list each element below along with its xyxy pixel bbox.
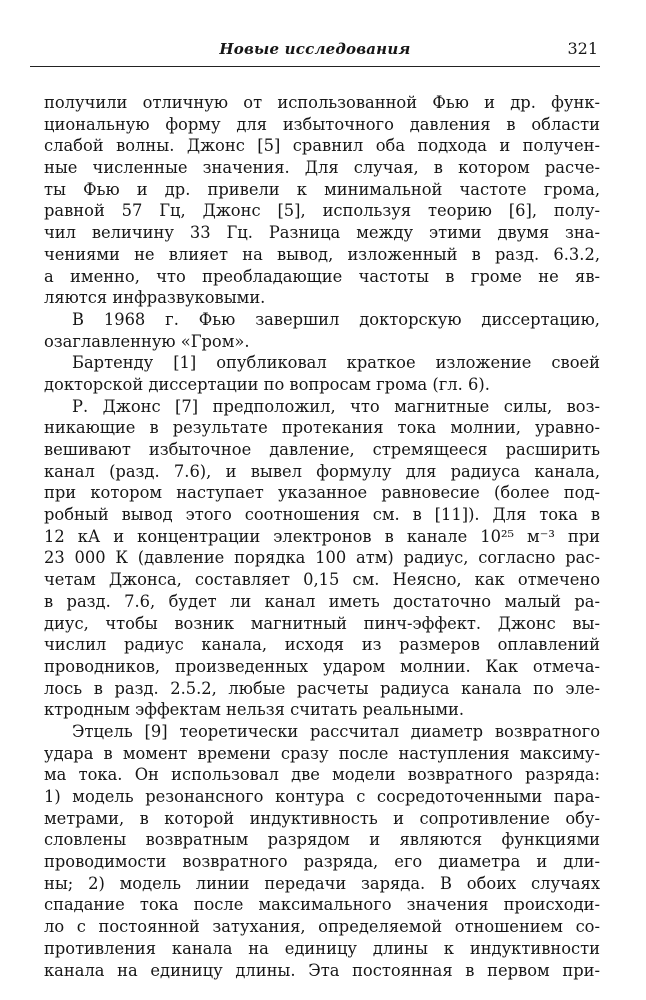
text-line: вешивают избыточное давление, стремящееся расширить (44, 440, 600, 459)
text-line: слабой волны. Джонс [5] сравнил оба подхода и получен- (44, 136, 600, 156)
text-line: чил величину 33 Гц. Разница между этими двумя зна- (44, 223, 600, 243)
text-line: чениями не влияет на вывод, изложенный в разд. 6.3.2, (44, 244, 600, 264)
text-line: ляются инфразвуковыми. (44, 288, 266, 308)
text-line: в разд. 7.6, будет ли канал иметь достаточно малый ра- (44, 591, 600, 611)
page-number: 321 (567, 39, 598, 58)
text-line: 1) модель резонансного контура с сосредоточенными пара- (44, 787, 600, 806)
text-line: проводимости возвратного разряда, его диаметра и дли- (44, 852, 600, 872)
text-line: противления канала на единицу длины к индуктивности (44, 938, 600, 958)
text-line: канал (разд. 7.6), и вывел формулу для радиуса канала, (44, 461, 600, 481)
text-line: ные численные значения. Для случая, в котором расче- (44, 158, 600, 178)
page-header (30, 36, 600, 67)
running-title: Новые исследования (219, 40, 411, 58)
text-line: В 1968 г. Фью завершил докторскую диссертацию, (72, 309, 600, 329)
text-line: спадание тока после максимального значения происходи- (44, 895, 600, 915)
text-line: Бартенду [1] опубликовал краткое изложение своей (72, 353, 600, 373)
text-line: проводников, произведенных ударом молнии. Как отмеча- (44, 656, 600, 676)
text-line: канала на единицу длины. Эта постоянная в первом при- (44, 960, 600, 980)
text-line: метрами, в которой индуктивность и сопротивление обу- (44, 808, 600, 828)
text-line: озаглавленную «Гром». (44, 331, 250, 351)
text-line: четам Джонса, составляет 0,15 см. Неясно, как отмечено (44, 570, 600, 590)
text-line: ны; 2) модель линии передачи заряда. В обоих случаях (44, 873, 600, 893)
text-line: циональную форму для избыточного давления в области (44, 114, 600, 134)
text-line: ктродным эффектам нельзя считать реальными. (44, 700, 465, 720)
text-line: при котором наступает указанное равновесие (более под- (44, 483, 600, 503)
text-line: Этцель [9] теоретически рассчитал диаметр возвратного (72, 721, 600, 741)
text-line: равной 57 Гц, Джонс [5], используя теорию [6], полу- (44, 201, 600, 221)
text-line: лось в разд. 2.5.2, любые расчеты радиуса канала по эле- (44, 678, 600, 698)
text-line: робный вывод этого соотношения см. в [11]). Для тока в (44, 505, 600, 525)
text-line: словлены возвратным разрядом и являются функциями (44, 830, 600, 850)
text-line: удара в момент времени сразу после наступления максиму- (44, 743, 600, 763)
text-line: диус, чтобы возник магнитный пинч-эффект. Джонс вы- (44, 613, 600, 633)
text-line: а именно, что преобладающие частоты в громе не яв- (44, 266, 600, 286)
text-line: ма тока. Он использовал две модели возвратного разряда: (44, 765, 600, 785)
text-line: Р. Джонс [7] предположил, что магнитные силы, воз- (72, 396, 600, 416)
text-line: никающие в результате протекания тока молнии, уравно- (44, 418, 600, 438)
text-line: 23 000 К (давление порядка 100 атм) радиус, согласно рас- (44, 548, 600, 568)
text-line: ло с постоянной затухания, определяемой отношением со- (44, 917, 600, 937)
text-line: 12 кА и концентрации электронов в канале 10²⁵ м⁻³ при (44, 526, 600, 546)
text-line: докторской диссертации по вопросам грома (гл. 6). (44, 374, 490, 394)
text-line: ты Фью и др. привели к минимальной частоте грома, (44, 179, 600, 199)
text-line: числил радиус канала, исходя из размеров оплавлений (44, 635, 600, 655)
text-line: получили отличную от использованной Фью и др. функ- (44, 93, 600, 112)
body-text (44, 92, 600, 981)
